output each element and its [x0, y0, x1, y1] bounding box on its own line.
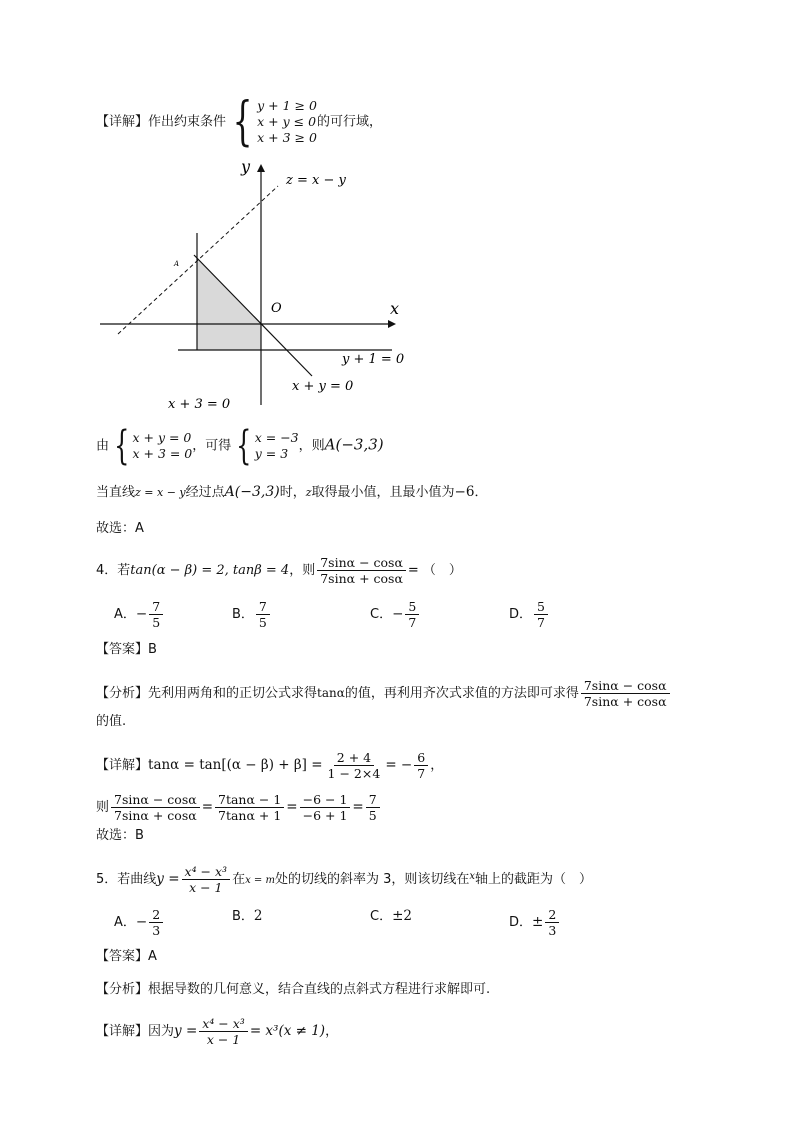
q5-analysis	[96, 980, 490, 999]
frac-den: 7	[408, 615, 417, 630]
equals: =	[201, 799, 213, 815]
option-text: ±2	[392, 908, 412, 924]
frac-num: 2	[545, 907, 559, 923]
conc-z: z	[305, 486, 312, 499]
analysis-tag: 【分析】	[96, 686, 149, 701]
detail-fraction	[199, 1016, 248, 1047]
q4-choose: 故选：B	[96, 828, 144, 843]
frac-den: x − 1	[189, 880, 223, 895]
q4-option-c[interactable]	[370, 599, 421, 630]
answer-value: B	[148, 642, 157, 657]
q4-analysis-cont: 的值.	[96, 714, 127, 729]
q5-option-b[interactable]	[232, 907, 263, 926]
frac-den: 5	[258, 615, 267, 630]
option-fraction	[405, 599, 419, 630]
line-xy-label: x + y = 0	[292, 379, 354, 394]
conc-text: 取得最小值，且最小值为	[311, 485, 455, 500]
equals: =	[352, 799, 364, 815]
option-label: A．	[114, 607, 136, 622]
analysis-fraction	[581, 678, 670, 709]
frac-num: 2	[149, 907, 163, 923]
option-label: B．	[232, 909, 254, 924]
option-text: −	[135, 914, 148, 930]
d1-left: tanα = tan[(α − β) + β] =	[148, 757, 323, 773]
frac-den: 1 − 2×4	[327, 766, 381, 781]
q5-rest: 处的切线的斜率为 3，则该切线在	[274, 872, 470, 887]
q5-detail	[96, 1016, 338, 1047]
q5-number: 5．若曲线	[96, 872, 157, 887]
q5-option-d[interactable]	[509, 907, 561, 938]
detail-tail: 的可行域，	[316, 114, 382, 130]
detail-text: 因为	[148, 1024, 175, 1039]
frac-den: x − 1	[206, 1032, 241, 1047]
solve-system-1: { x + y = 0 x + 3 = 0	[114, 423, 193, 469]
frac-den: 7sinα + cosα	[320, 571, 403, 586]
x-axis-arrow	[388, 320, 396, 328]
feasible-region-graph	[90, 150, 420, 412]
option-fraction	[545, 907, 559, 938]
option-label: C．	[370, 607, 393, 622]
y-axis-arrow	[257, 164, 265, 172]
eq-row: x + 3 = 0	[132, 446, 193, 461]
option-label: B．	[232, 607, 254, 622]
conc-min: −6	[454, 484, 475, 500]
q5-y-eq: y =	[156, 871, 180, 887]
option-fraction	[149, 599, 163, 630]
conc-text: ．	[474, 485, 488, 500]
answer-tag: 【答案】	[96, 949, 149, 964]
origin-label: O	[271, 301, 282, 316]
conc-text: 时，	[279, 485, 306, 500]
frac-num: 7	[256, 599, 270, 615]
option-text: ±	[532, 914, 544, 930]
eq-row: y = 3	[254, 446, 289, 461]
frac-num: x⁴ − x³	[199, 1016, 248, 1032]
analysis-tan: tanα	[317, 686, 345, 700]
analysis-text: 先利用两角和的正切公式求得	[148, 686, 318, 701]
option-fraction	[149, 907, 163, 938]
frac-den: 7sinα + cosα	[583, 694, 667, 709]
d1-fraction-1	[325, 750, 384, 781]
q4-stem	[96, 555, 462, 586]
d2-fraction-2	[215, 792, 284, 823]
solve-system-2: { x = −3 y = 3	[236, 423, 299, 469]
conc-point: A(−3,3)	[224, 484, 280, 500]
q4-option-d[interactable]	[509, 599, 550, 630]
q5-stem	[96, 864, 592, 895]
option-sign: −	[392, 606, 404, 622]
detail-end: ，	[325, 1024, 339, 1039]
conc-text: 当直线	[96, 485, 136, 500]
frac-den: 5	[368, 808, 377, 823]
frac-den: 3	[548, 923, 557, 938]
d1-fraction-2	[414, 750, 428, 781]
q5-option-c[interactable]	[370, 907, 412, 926]
option-label: D．	[509, 915, 533, 930]
frac-den: −6 + 1	[302, 808, 348, 823]
d1-end: ，	[430, 758, 444, 773]
solve-from: 由	[96, 438, 110, 454]
constraint-2: x + y ≤ 0	[257, 114, 317, 129]
detail-tag: 【详解】	[96, 1024, 149, 1039]
frac-num: 7tanα − 1	[215, 792, 284, 808]
option-label: A．	[114, 915, 136, 930]
solve-mid: ，可得	[192, 438, 232, 454]
answer-tag: 【答案】	[96, 642, 149, 657]
option-text: 2	[253, 908, 263, 924]
detail-y: y =	[174, 1023, 198, 1039]
q5-answer	[96, 947, 157, 966]
q4-fraction	[317, 555, 406, 586]
conc-line-eq: z = x − y	[135, 486, 186, 499]
q4-then: ，则	[289, 563, 316, 578]
x-axis-label: x	[390, 299, 400, 318]
constraint-3: x + 3 ≥ 0	[257, 130, 317, 145]
option-label: D．	[509, 607, 533, 622]
frac-den: 7	[417, 766, 426, 781]
q5-fraction	[182, 864, 231, 895]
option-fraction	[534, 599, 548, 630]
frac-num: −6 − 1	[300, 792, 351, 808]
line-y1-label: y + 1 = 0	[342, 352, 405, 367]
analysis-tag: 【分析】	[96, 982, 149, 997]
q4-number: 4．若	[96, 563, 131, 578]
q4-detail-1	[96, 750, 443, 781]
q4-analysis	[96, 678, 672, 709]
q4-detail-2	[96, 792, 382, 823]
line-x3-label: x + 3 = 0	[168, 397, 231, 412]
frac-den: 7	[537, 615, 545, 630]
q4-tail: = （ ）	[407, 563, 462, 578]
option-sign: −	[135, 606, 148, 622]
q3-detail-line	[96, 92, 382, 152]
answer-value: A	[148, 949, 157, 964]
q5-option-a[interactable]	[114, 907, 165, 938]
q3-choose: 故选：A	[96, 521, 144, 536]
d2-fraction-1	[111, 792, 200, 823]
q5-xvar: x	[469, 871, 475, 882]
point-A: A(−3,3)	[324, 435, 384, 454]
option-label: C．	[370, 909, 393, 924]
q4-answer	[96, 640, 157, 659]
detail-intro: 作出约束条件	[148, 114, 227, 130]
point-A-label: A	[174, 260, 180, 268]
detail-rhs: = x³(x ≠ 1)	[249, 1023, 326, 1039]
d2-fraction-3	[300, 792, 351, 823]
q4-option-b[interactable]	[232, 599, 272, 630]
frac-num: 7sinα − cosα	[581, 678, 670, 694]
frac-num: 5	[405, 599, 419, 615]
detail-tag: 【详解】	[96, 114, 149, 130]
frac-num: 6	[414, 750, 428, 766]
equals: =	[286, 799, 298, 815]
frac-num: 7	[149, 599, 163, 615]
q4-option-a[interactable]	[114, 599, 165, 630]
frac-num: 2 + 4	[334, 750, 374, 766]
frac-num: 7sinα − cosα	[317, 555, 406, 571]
d2-fraction-4	[366, 792, 380, 823]
frac-den: 7tanα + 1	[218, 808, 282, 823]
analysis-text: 根据导数的几何意义，结合直线的点斜式方程进行求解即可.	[148, 982, 491, 997]
line-z-label: z = x − y	[286, 173, 346, 188]
frac-num: 7	[366, 792, 380, 808]
frac-den: 7sinα + cosα	[114, 808, 197, 823]
q4-condition: tan(α − β) = 2, tanβ = 4	[130, 563, 290, 578]
frac-den: 3	[152, 923, 161, 938]
conc-text: 经过点	[185, 485, 225, 500]
q5-rest2: 轴上的截距为（ ）	[474, 872, 592, 887]
q5-at: 在	[232, 872, 246, 887]
d2-then: 则	[96, 800, 110, 815]
solve-line	[96, 423, 384, 469]
frac-num: 7sinα − cosα	[111, 792, 200, 808]
d1-mid: = −	[385, 757, 413, 773]
analysis-text: 的值，再利用齐次式求值的方法即可求得	[344, 686, 579, 701]
frac-num: x⁴ − x³	[182, 864, 231, 880]
conclusion-line	[96, 483, 487, 502]
y-axis-label: y	[241, 157, 251, 176]
constraint-1: y + 1 ≥ 0	[257, 98, 317, 113]
constraint-system: { y + 1 ≥ 0 x + y ≤ 0 x + 3 ≥ 0	[232, 92, 317, 152]
feasible-region	[197, 258, 261, 350]
eq-row: x = −3	[254, 430, 299, 445]
frac-den: 5	[152, 615, 161, 630]
solve-then: ，则	[298, 438, 325, 454]
eq-row: x + y = 0	[132, 430, 192, 445]
frac-num: 5	[534, 599, 548, 615]
detail-tag: 【详解】	[96, 758, 149, 773]
q5-xm: x = m	[245, 875, 275, 886]
option-fraction	[256, 599, 270, 630]
